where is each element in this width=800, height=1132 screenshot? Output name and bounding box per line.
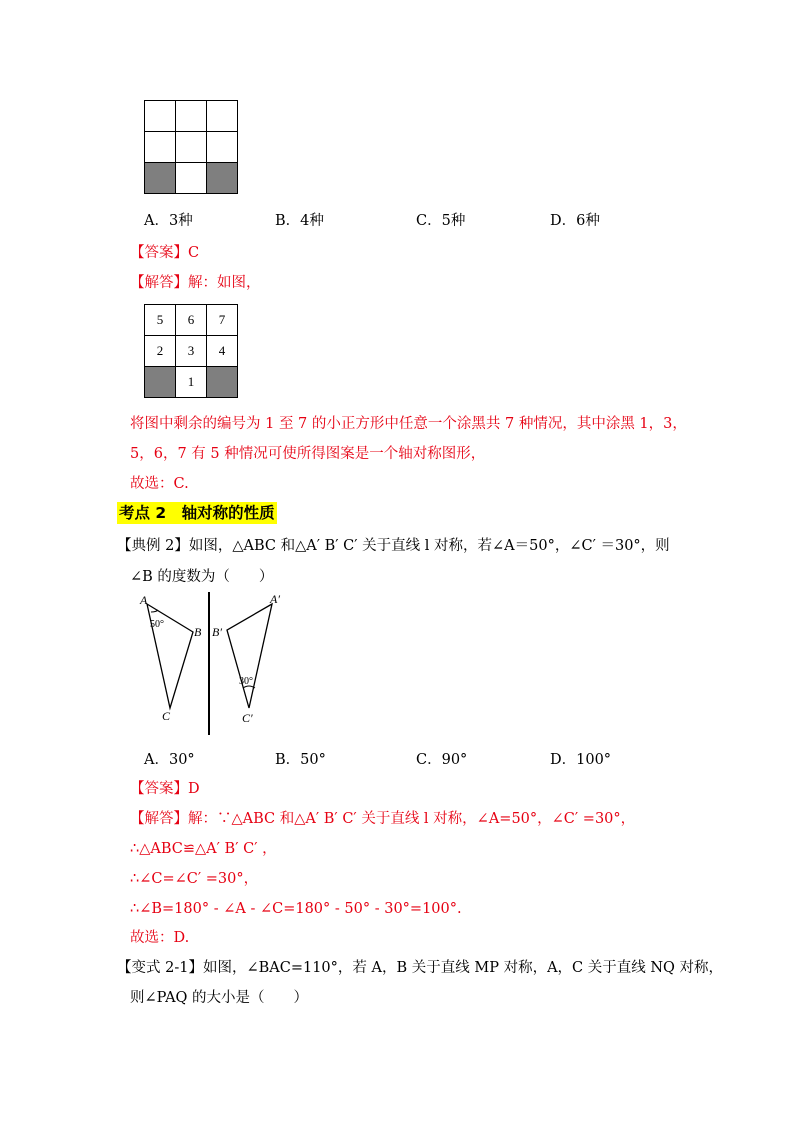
- example2-solution-4: ∴∠B=180° - ∠A - ∠C=180° - 50° - 30°=100°.: [130, 901, 462, 917]
- grid-cell-number: 7: [207, 305, 238, 336]
- q1-explain-line1: 将图中剩余的编号为 1 至 7 的小正方形中任意一个涂黑共 7 种情况，其中涂黑 1，3，: [130, 416, 687, 432]
- label-a-prime: A′: [270, 592, 280, 606]
- option-a: A．3种: [144, 213, 193, 229]
- q1-options: [144, 211, 704, 231]
- example2-options: [144, 750, 704, 770]
- label-angle-c: 30°: [239, 676, 253, 687]
- grid-cell: [207, 101, 238, 132]
- example2-solution-2: ∴△ABC≌△A′ B′ C′ ，: [130, 841, 277, 857]
- example2-line1: 【典例 2】如图，△ABC 和△A′ B′ C′ 关于直线 l 对称，若∠A＝50°，∠C′ ＝30°，则: [117, 538, 670, 554]
- q1-answer: 【答案】C: [130, 245, 200, 261]
- grid-cell-number: 2: [145, 336, 176, 367]
- label-b: B: [194, 625, 202, 639]
- example2-answer: 【答案】D: [130, 781, 200, 797]
- grid-cell-shaded: [145, 163, 176, 194]
- option-b: B．50°: [275, 752, 326, 768]
- example2-solution-1: 【解答】解：∵△ABC 和△A′ B′ C′ 关于直线 l 对称，∠A=50°，∠C′ =30°，: [130, 811, 636, 827]
- grid-cell: [145, 101, 176, 132]
- grid-cell: [176, 163, 207, 194]
- angle-arc-a: [151, 610, 158, 612]
- grid-cell: [176, 132, 207, 163]
- grid-cell: [207, 132, 238, 163]
- grid-cell-number: 4: [207, 336, 238, 367]
- grid-cell-shaded: [207, 163, 238, 194]
- grid-figure-2: [144, 304, 238, 398]
- grid-cell-number: 3: [176, 336, 207, 367]
- option-d: D．100°: [550, 752, 612, 768]
- example2-line2: ∠B 的度数为（ ）: [130, 569, 274, 585]
- section-title: 考点 2 轴对称的性质: [119, 504, 275, 522]
- grid-cell-number: 1: [176, 367, 207, 398]
- label-a: A: [140, 593, 148, 607]
- example2-choose: 故选：D.: [130, 930, 190, 946]
- grid-cell-shaded: [145, 367, 176, 398]
- label-c-prime: C′: [242, 711, 253, 725]
- option-c: C．90°: [416, 752, 468, 768]
- grid-cell: [145, 132, 176, 163]
- q1-solution-intro: 【解答】解：如图，: [130, 275, 261, 291]
- option-c: C．5种: [416, 213, 466, 229]
- label-angle-a: 50°: [150, 619, 164, 630]
- example2-solution-3: ∴∠C=∠C′ =30°，: [130, 871, 259, 887]
- grid-cell: [176, 101, 207, 132]
- variant21-line1: 【变式 2-1】如图，∠BAC=110°，若 A，B 关于直线 MP 对称，A，C 关于直线 NQ 对称，: [117, 960, 724, 976]
- grid-cell-number: 5: [145, 305, 176, 336]
- option-a: A．30°: [144, 752, 195, 768]
- grid-cell-number: 6: [176, 305, 207, 336]
- q1-explain-line2: 5，6，7 有 5 种情况可使所得图案是一个轴对称图形，: [130, 446, 486, 462]
- variant21-line2: 则∠PAQ 的大小是（ ）: [130, 990, 309, 1006]
- label-b-prime: B′: [212, 625, 222, 639]
- triangle-symmetry-figure: [136, 590, 296, 740]
- label-c: C: [162, 709, 171, 723]
- q1-choose: 故选：C.: [130, 476, 189, 492]
- grid-cell-shaded: [207, 367, 238, 398]
- triangle-a2b2c2: [227, 604, 272, 708]
- option-b: B．4种: [275, 213, 324, 229]
- option-d: D．6种: [550, 213, 600, 229]
- grid-figure-1: [144, 100, 238, 194]
